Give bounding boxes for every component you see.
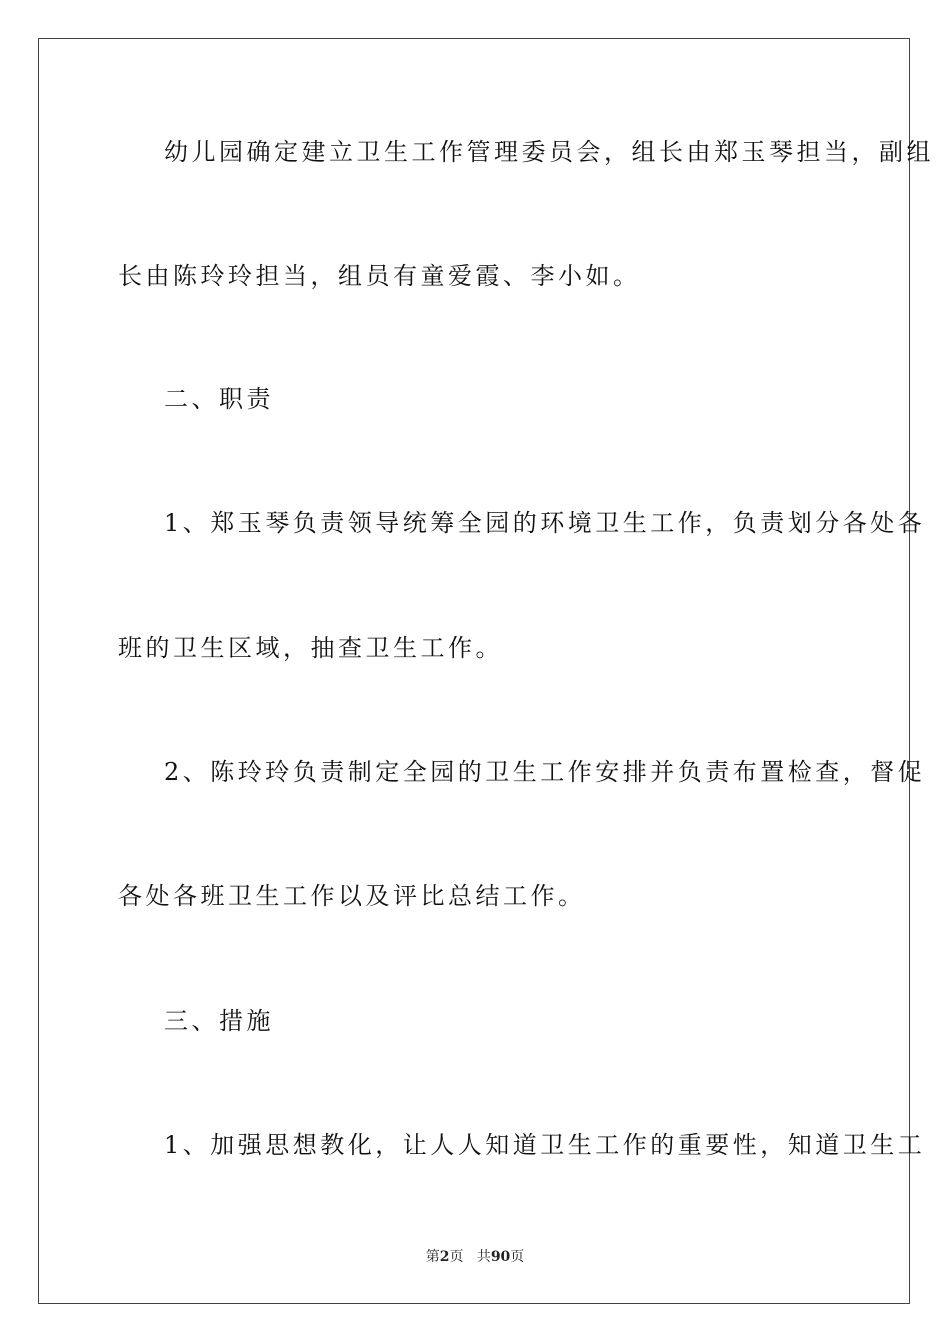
footer-total-suffix: 页 xyxy=(510,1249,525,1265)
footer-prefix: 第 xyxy=(425,1249,440,1265)
page-footer xyxy=(0,1246,950,1266)
footer-total-pages: 90 xyxy=(490,1249,511,1265)
paragraph-line-3: 1、郑玉琴负责领导统筹全园的环境卫生工作，负责划分各处各 xyxy=(164,509,926,537)
page-border xyxy=(38,38,910,1304)
section-heading-measures: 三、措施 xyxy=(164,1007,274,1035)
footer-total-prefix: 共 xyxy=(476,1249,491,1265)
footer-current-page: 2 xyxy=(439,1249,450,1265)
paragraph-line-7: 1、加强思想教化，让人人知道卫生工作的重要性，知道卫生工 xyxy=(164,1131,926,1159)
paragraph-line-4: 班的卫生区域，抽查卫生工作。 xyxy=(118,634,503,662)
paragraph-line-2: 长由陈玲玲担当，组员有童爱霞、李小如。 xyxy=(118,262,641,290)
paragraph-line-5: 2、陈玲玲负责制定全园的卫生工作安排并负责布置检查，督促 xyxy=(164,758,926,786)
paragraph-line-1: 幼儿园确定建立卫生工作管理委员会，组长由郑玉琴担当，副组 xyxy=(164,138,934,166)
paragraph-line-6: 各处各班卫生工作以及评比总结工作。 xyxy=(118,882,586,910)
section-heading-duties: 二、职责 xyxy=(164,385,274,413)
footer-page-suffix: 页 xyxy=(449,1249,464,1265)
